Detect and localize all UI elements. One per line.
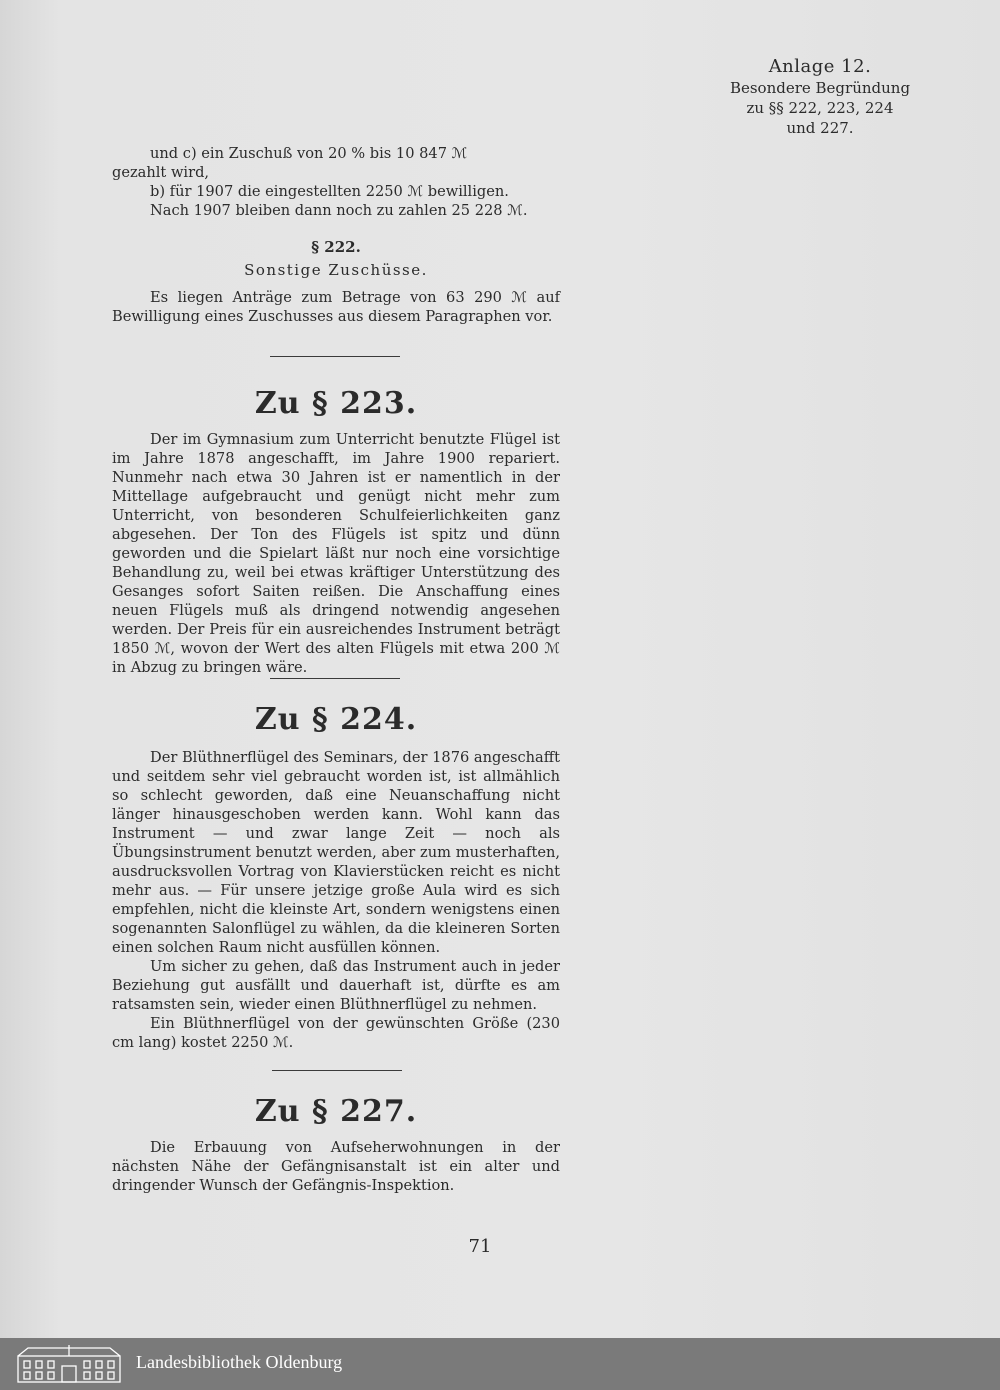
top-block: [112, 144, 560, 220]
library-building-icon: [14, 1344, 124, 1384]
divider: [272, 1070, 402, 1071]
paragraph: Es liegen Anträge zum Betrage von 63 290 ℳ auf Bewilligung eines Zuschusses aus diesem Paragraphen vor.: [112, 289, 560, 325]
paragraph: Der im Gymnasium zum Unterricht benutzte Flügel ist im Jahre 1878 angeschafft, im Jahre 1900 repariert. Nunmehr nach etwa 30 Jahren ist er namentlich in der Mittellage aufgebraucht und genügt nicht mehr zum Unterricht, von besonderen Schulfeierlichkeiten ganz abgesehen. Der Ton des Flügels ist spitz und dünn geworden und die Spielart läßt nur noch eine vorsichtige Behandlung zu, weil bei etwas kräftiger Unterstützung des Gesanges sofort Saiten reißen. Die Anschaffung eines neuen Flügels muß als dringend notwendig angesehen werden. Der Preis für ein ausreichendes Instrument beträgt 1850 ℳ, wovon der Wert des alten Flügels mit etwa 200 ℳ in Abzug zu bringen wäre.: [112, 431, 560, 676]
text-line: b) für 1907 die eingestellten 2250 ℳ bewilligen.: [150, 183, 509, 200]
annex-line: und 227.: [786, 119, 854, 137]
section-heading-227: Zu § 227.: [254, 1094, 418, 1129]
divider: [270, 356, 400, 357]
paragraph: Der Blüthnerflügel des Seminars, der 1876 angeschafft und seitdem sehr viel gebraucht worden ist, ist allmählich so schlecht geworden, daß eine Neuanschaffung nicht länger hinausgeschoben werden kann. Wohl kann das Instrument — und zwar lange Zeit — noch als Übungsinstrument benutzt werden, aber zum musterhaften, ausdrucksvollen Vortrag von Klavierstücken reicht es nicht mehr aus. — Für unsere jetzige große Aula wird es sich empfehlen, nicht die kleinste Art, sondern wenigstens einen sogenannten Salonflügel zu wählen, da die kleineren Sorten einen solchen Raum nicht ausfüllen können.: [112, 749, 560, 956]
text-line: und c) ein Zuschuß von 20 % bis 10 847 ℳ: [150, 145, 468, 162]
annex-line: zu §§ 222, 223, 224: [746, 99, 894, 117]
paragraph: Die Erbauung von Aufseherwohnungen in der nächsten Nähe der Gefängnisanstalt ist ein alter und dringender Wunsch der Gefängnis-Inspektion.: [112, 1139, 560, 1194]
section-heading-224: Zu § 224.: [254, 702, 418, 737]
section-227: [112, 1138, 560, 1195]
annex-title: Anlage 12.: [768, 56, 872, 77]
section-title: Sonstige Zuschüsse.: [244, 261, 428, 279]
section-heading-223: Zu § 223.: [254, 386, 418, 421]
annex-note: [700, 56, 940, 138]
paragraph: Ein Blüthnerflügel von der gewünschten Größe (230 cm lang) kostet 2250 ℳ.: [112, 1015, 560, 1051]
paragraph: Um sicher zu gehen, daß das Instrument auch in jeder Beziehung gut ausfällt und dauerhaft ist, dürfte es am ratsamsten sein, wieder einen Blüthnerflügel zu nehmen.: [112, 958, 560, 1013]
section-222: [112, 238, 560, 326]
section-224: [112, 748, 560, 1052]
library-name: Landesbibliothek Oldenburg: [136, 1352, 343, 1372]
page-number: 71: [468, 1236, 492, 1257]
section-number: § 222.: [311, 238, 361, 256]
annex-line: Besondere Begründung: [729, 79, 911, 97]
library-footer: [0, 1338, 1000, 1390]
divider: [270, 678, 400, 679]
text-line: gezahlt wird,: [112, 164, 210, 181]
text-line: Nach 1907 bleiben dann noch zu zahlen 25 228 ℳ.: [150, 202, 528, 219]
section-223: [112, 430, 560, 677]
